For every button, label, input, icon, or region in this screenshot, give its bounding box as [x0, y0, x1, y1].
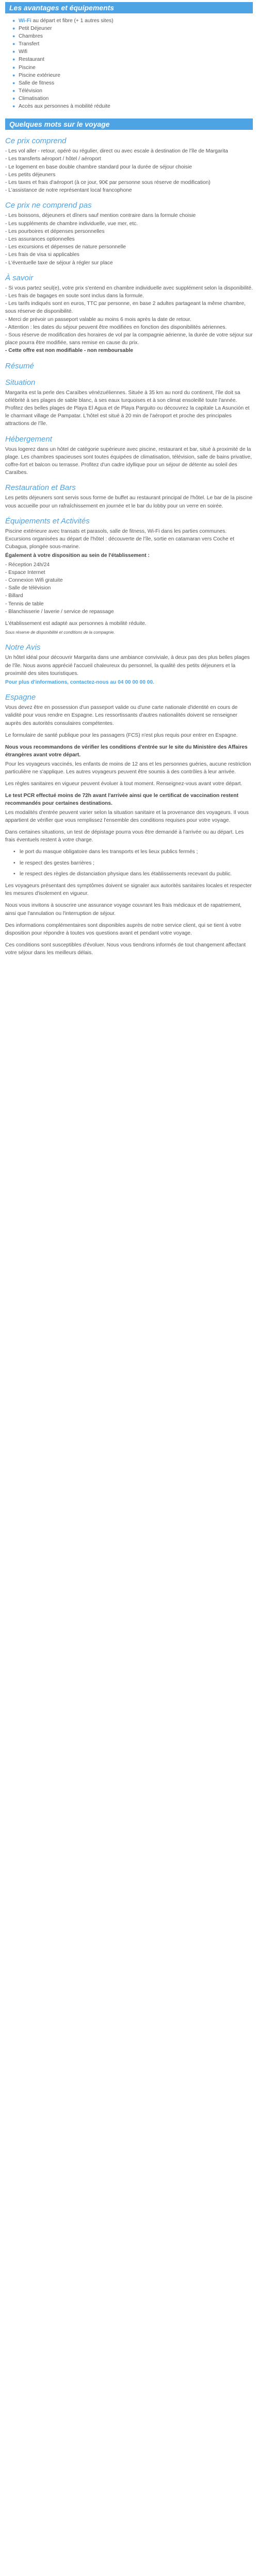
prix-comprend-item: - Les petits déjeuners	[5, 172, 56, 178]
prix-comprend-item: - L'assistance de notre représentant local francophone	[5, 188, 132, 194]
pmr-text: L'établissement est adapté aux personnes à mobilité réduite.	[5, 621, 147, 627]
prix-ne-comprend-item: - Les suppléments de chambre individuelle, vue mer, etc.	[5, 221, 138, 227]
atout-item	[12, 79, 253, 87]
atout-item	[12, 64, 253, 72]
prix-comprend-item: - Le logement en base double chambre standard pour la durée de séjour choisie	[5, 164, 192, 170]
atout-item	[12, 103, 253, 110]
prix-ne-comprend-item: - Les pourboires et dépenses personnelles	[5, 228, 105, 234]
bullet-icon: ●	[12, 18, 15, 23]
situation-text: Margarita est la perle des Caraïbes vénézuéliennes. Située à 35 km au nord du continent, l'île doit sa célébrité à ses plages de sable blanc, à ses eaux turquoises et à son climat ensoleillé toute l'année. Profitez des belles plages de Playa El Agua et de Playa Parguito ou découvrez la capitale La Asunción et le charmant village de Pampatar. L'hôtel est situé à 20 min de l'aéroport et proche des principales attractions de l'île.	[5, 389, 250, 427]
equipement-item: - Billard	[5, 593, 23, 599]
bullet-icon: ●	[12, 95, 15, 101]
prix-ne-comprend-item: - Les excursions et dépenses de nature personnelle	[5, 244, 126, 250]
atout-item	[12, 56, 253, 63]
bullet-icon: ●	[12, 104, 15, 109]
bullet-icon: ●	[12, 57, 15, 62]
prix-comprend-item: - Les vol aller - retour, opéré ou régulier, direct ou avec escale à destination de l'île de Margarita	[5, 148, 228, 155]
a-savoir-heading: À savoir	[5, 273, 34, 282]
atout-label: Petit Déjeuner	[19, 26, 52, 32]
espagne-paragraphs	[5, 704, 253, 739]
situation-heading: Situation	[5, 378, 36, 387]
a-savoir-item: - Sous réserve de modification des horaires de vol par la compagnie aérienne, la durée de votre séjour sur place pourra être modifiée, sans remise en cause du prix.	[5, 332, 253, 346]
a-savoir-item: - Si vous partez seul(e), votre prix s'entend en chambre individuelle avec supplément selon la disponibilité.	[5, 285, 253, 291]
pcr-bold: Le test PCR effectué moins de 72h avant l'arrivée ainsi que le certificat de vaccination restent recommandés pour certaines destinations.	[5, 793, 238, 807]
notre-avis-text: Un hôtel idéal pour découvrir Margarita dans une ambiance conviviale, à deux pas des plus belles plages de l'île. Nous avons apprécié l'accueil chaleureux du personnel, la qualité des petits déjeuners et la proximité des sites touristiques.	[5, 655, 250, 676]
a-savoir-item: - Merci de prévoir un passeport valable au moins 6 mois après la date de retour.	[5, 316, 191, 323]
pcr-paragraph: Les modalités d'entrée peuvent varier selon la situation sanitaire et la provenance des voyageurs. Il vous appartient de vérifier que vous remplissez l'ensemble des conditions requises pour votre voyage.	[5, 809, 249, 823]
prix-comprend-list	[5, 147, 253, 194]
a-savoir-list	[5, 284, 253, 347]
atout-item	[12, 40, 253, 48]
bullet-icon: ●	[12, 49, 15, 55]
espagne-paragraph: Vous devez être en possession d'un passeport valide ou d'une carte nationale d'identité en cours de validité pour vous rendre en Espagne. Les ressortissants d'autres nationalités doivent se renseigner auprès des autorités consulaires compétentes.	[5, 705, 238, 726]
espagne-more-paragraphs	[5, 760, 253, 788]
atout-item	[12, 72, 253, 79]
page	[5, 0, 253, 957]
final-paragraph: Des informations complémentaires sont disponibles auprès de notre service client, qui se tient à votre disposition pour répondre à toutes vos questions avant et pendant votre voyage.	[5, 922, 241, 936]
equipement-item: - Blanchisserie / laverie / service de repassage	[5, 608, 114, 615]
espagne-heading: Espagne	[5, 693, 36, 702]
final-paragraph: Ces conditions sont susceptibles d'évoluer. Nous vous tiendrons informés de tout changement affectant votre séjour dans les meilleurs délais.	[5, 942, 246, 956]
prix-ne-comprend-item: - Les frais de visa si applicables	[5, 252, 79, 258]
final-paragraphs	[5, 882, 253, 957]
pcr-more-paragraphs	[5, 809, 253, 844]
espagne-paragraph: Pour les voyageurs vaccinés, les enfants de moins de 12 ans et les personnes guéries, aucune restriction particulière ne s'applique. Les autres voyageurs peuvent être soumis à des contrôles à leur arrivée.	[5, 761, 251, 775]
restauration-heading: Restauration et Bars	[5, 483, 76, 493]
atout-item	[12, 48, 253, 56]
equipements-text: Piscine extérieure avec transats et parasols, salle de fitness, Wi-Fi dans les parties communes. Excursions organisées au départ de l'hôtel : découverte de l'île, sortie en catamaran vers Coche et Cubagua, plongée sous-marine.	[5, 528, 234, 550]
hebergement-text: Vous logerez dans un hôtel de catégorie supérieure avec piscine, restaurant et bar, situé à proximité de la plage. Les chambres spacieuses sont toutes équipées de climatisation, télévision, salle de bains privative, coffre-fort et balcon ou terrasse. Profitez d'un cadre idyllique pour un séjour de détente au soleil des Caraïbes.	[5, 446, 252, 476]
final-paragraph: Les voyageurs présentant des symptômes doivent se signaler aux autorités sanitaires locales et respecter les mesures d'isolement en vigueur.	[5, 883, 252, 897]
a-savoir-item: - Les tarifs indiqués sont en euros, TTC par personne, en base 2 adultes partageant la même chambre, sous réserve de disponibilité.	[5, 301, 246, 315]
atout-label: Restaurant	[19, 57, 44, 63]
atout-label: Salle de fitness	[19, 80, 55, 86]
a-savoir-item: - Attention : les dates du séjour peuvent être modifiées en fonction des disponibilités aériennes.	[5, 324, 227, 330]
prix-ne-comprend-list	[5, 212, 253, 266]
atout-label: Transfert	[19, 41, 40, 47]
equipements-list-title: Également à votre disposition au sein de l'établissement :	[5, 553, 150, 559]
mesure-item: • le respect des règles de distanciation physique dans les établissements recevant du public.	[13, 870, 253, 878]
atouts-list	[5, 17, 253, 110]
prix-ne-comprend-item: - Les assurances optionnelles	[5, 236, 75, 242]
notre-avis-link[interactable]: Pour plus d'informations, contactez-nous au 04 00 00 00 00.	[5, 680, 154, 686]
atout-item	[12, 95, 253, 103]
mesures-list	[5, 848, 253, 878]
restauration-text: Les petits déjeuners sont servis sous forme de buffet au restaurant principal de l'hôtel. Le bar de la piscine vous accueille pour un rafraîchissement en journée et le bar du lobby pour un verre en soirée.	[5, 495, 253, 509]
equipement-item: - Espace Internet	[5, 569, 45, 575]
pcr-paragraph: Dans certaines situations, un test de dépistage pourra vous être demandé à l'arrivée ou au départ. Les frais éventuels restent à votre charge.	[5, 829, 244, 843]
bullet-icon: ●	[12, 41, 15, 47]
prix-comprend-item: - Les taxes et frais d'aéroport (à ce jour, 90€ par personne sous réserve de modification)	[5, 179, 211, 185]
bullet-icon: ●	[12, 26, 15, 31]
atout-label: Télévision	[19, 88, 42, 94]
atout-label: Piscine	[19, 64, 36, 71]
atout-strong: Wi-Fi	[19, 18, 31, 24]
atout-item	[12, 87, 253, 95]
atouts-banner: Les avantages et équipements	[5, 2, 253, 13]
a-savoir-item: - Les frais de bagages en soute sont inclus dans la formule.	[5, 293, 144, 299]
bullet-icon: ●	[12, 72, 15, 78]
atout-label: au départ et fibre (+ 1 autres sites)	[31, 18, 114, 24]
espagne-bold: Nous vous recommandons de vérifier les conditions d'entrée sur le site du Ministère des Affaires étrangères avant votre départ.	[5, 744, 248, 758]
equipement-item: - Connexion Wifi gratuite	[5, 578, 63, 584]
atout-label: Accès aux personnes à mobilité réduite	[19, 104, 110, 110]
atout-label: Wifi	[19, 49, 27, 55]
equipement-item: - Salle de télévision	[5, 585, 51, 591]
atouts-section	[5, 2, 253, 110]
atout-item	[12, 25, 253, 32]
atout-item	[12, 17, 253, 25]
equipement-item: - Réception 24h/24	[5, 562, 50, 568]
prix-ne-comprend-item: - L'éventuelle taxe de séjour à régler sur place	[5, 260, 113, 266]
atout-label: Piscine extérieure	[19, 72, 60, 78]
bullet-icon: ●	[12, 80, 15, 86]
hebergement-heading: Hébergement	[5, 434, 52, 444]
voyage-banner: Quelques mots sur le voyage	[5, 118, 253, 130]
final-paragraph: Nous vous invitons à souscrire une assurance voyage couvrant les frais médicaux et de rapatriement, ainsi que l'annulation ou l'interruption de séjour.	[5, 903, 242, 917]
prix-comprend-item: - Les transferts aéroport / hôtel / aéroport	[5, 156, 101, 162]
a-savoir-bold: - Cette offre est non modifiable - non remboursable	[5, 348, 133, 354]
espagne-paragraph: Les règles sanitaires en vigueur peuvent évoluer à tout moment. Renseignez-vous avant votre départ.	[5, 781, 243, 787]
mesure-item: • le respect des gestes barrières ;	[13, 859, 253, 867]
resume-heading: Résumé	[5, 361, 34, 370]
prix-ne-comprend-item: - Les boissons, déjeuners et dîners sauf mention contraire dans la formule choisie	[5, 213, 196, 219]
bullet-icon: ●	[12, 64, 15, 70]
equipements-list	[5, 561, 253, 616]
mesure-item: • le port du masque obligatoire dans les transports et les lieux publics fermés ;	[13, 848, 253, 856]
prix-comprend-heading: Ce prix comprend	[5, 137, 67, 146]
bullet-icon: ●	[12, 88, 15, 93]
voyage-section	[5, 118, 253, 957]
equipement-item: - Tennis de table	[5, 601, 44, 607]
bullet-icon: ●	[12, 33, 15, 39]
notre-avis-heading: Notre Avis	[5, 643, 41, 652]
atout-item	[12, 32, 253, 40]
atout-label: Climatisation	[19, 95, 49, 101]
atout-label: Chambres	[19, 33, 43, 40]
espagne-paragraph: Le formulaire de santé publique pour les passagers (FCS) n'est plus requis pour entrer en Espagne.	[5, 732, 238, 738]
prix-ne-comprend-heading: Ce prix ne comprend pas	[5, 201, 92, 210]
equipements-heading: Équipements et Activités	[5, 516, 90, 526]
note-small: Sous réserve de disponibilité et conditions de la compagnie.	[5, 630, 115, 635]
